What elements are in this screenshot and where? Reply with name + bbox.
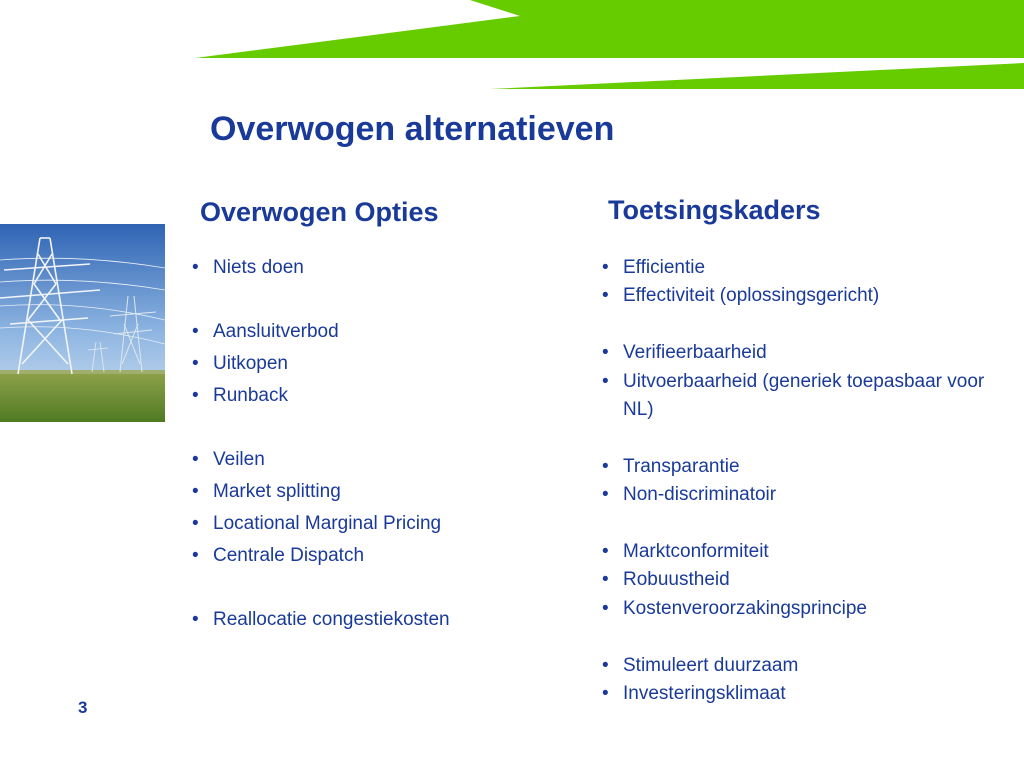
list-item: • Investeringsklimaat	[597, 680, 1017, 708]
list-item: • Transparantie	[597, 453, 1017, 481]
options-heading: Overwogen Opties	[200, 197, 439, 227]
list-item: • Locational Marginal Pricing	[187, 508, 567, 540]
list-item: • Aansluitverbod	[187, 316, 567, 348]
list-item: • Stimuleert duurzaam	[597, 652, 1017, 680]
power-pylon-photo	[0, 224, 165, 422]
slide-title: Overwogen alternatieven	[210, 110, 615, 148]
list-item: • Veilen	[187, 444, 567, 476]
list-item: • Uitvoerbaarheid (generiek toepasbaar voor NL)	[597, 368, 1017, 425]
list-item: • Uitkopen	[187, 348, 567, 380]
options-list	[187, 252, 567, 636]
list-item: • Niets doen	[187, 252, 567, 284]
list-item: • Efficientie	[597, 254, 1017, 282]
list-item: • Reallocatie congestiekosten	[187, 604, 567, 636]
list-item: • Marktconformiteit	[597, 538, 1017, 566]
header-banner	[0, 0, 1024, 100]
criteria-heading: Toetsingskaders	[608, 195, 821, 225]
list-item: • Verifieerbaarheid	[597, 339, 1017, 367]
list-item: • Market splitting	[187, 476, 567, 508]
list-item: • Kostenveroorzakingsprincipe	[597, 595, 1017, 623]
list-item: • Runback	[187, 380, 567, 412]
criteria-list	[597, 254, 1017, 708]
list-item: • Non-discriminatoir	[597, 481, 1017, 509]
list-item: • Centrale Dispatch	[187, 540, 567, 572]
list-item: • Robuustheid	[597, 566, 1017, 594]
page-number: 3	[78, 698, 88, 717]
list-item: • Effectiviteit (oplossingsgericht)	[597, 282, 1017, 310]
